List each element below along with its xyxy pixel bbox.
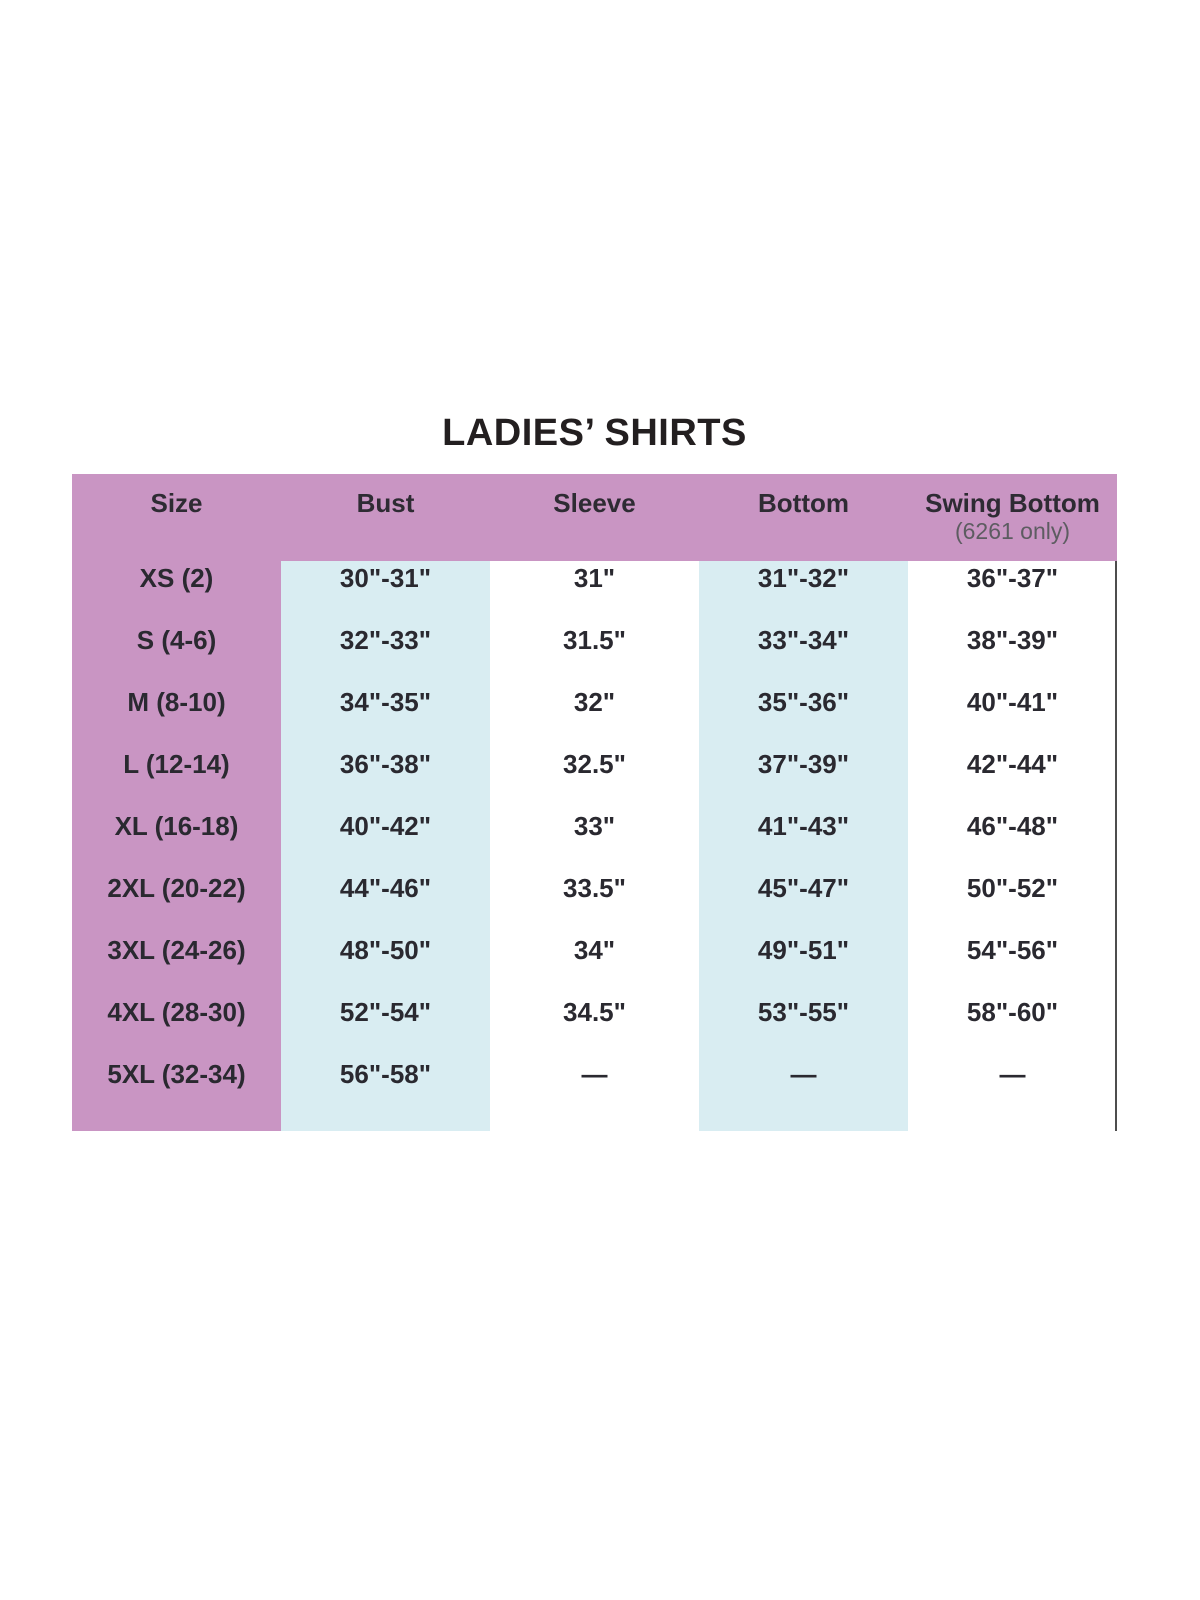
column-header-bottom	[699, 474, 908, 561]
cell-sleeve: 33.5"	[563, 873, 626, 903]
column-header-swing-bottom	[908, 474, 1117, 561]
cell-swing-bottom: 42"-44"	[966, 749, 1059, 779]
size-chart-table	[72, 474, 1117, 1131]
cell-swing-bottom: 36"-37"	[966, 563, 1059, 593]
cell-sleeve: —	[581, 1059, 608, 1089]
cell-sleeve: 34.5"	[563, 997, 626, 1027]
cell-bust: 30"-31"	[339, 563, 432, 593]
cell-sleeve: 31.5"	[563, 625, 626, 655]
column-header-sleeve	[490, 474, 699, 561]
cell-sleeve: 32.5"	[563, 749, 626, 779]
cell-bust: 40"-42"	[339, 811, 432, 841]
cell-size: L (12-14)	[123, 749, 230, 779]
cell-bottom: 31"-32"	[757, 563, 850, 593]
cell-sleeve: 32"	[573, 687, 616, 717]
column-header-label: Sleeve	[553, 488, 636, 518]
cell-bust: 48"-50"	[339, 935, 432, 965]
table-header-row	[72, 474, 1117, 561]
column-header-label: Bottom	[758, 488, 849, 518]
column-header-label: Size	[150, 488, 203, 518]
cell-bust: 56"-58"	[339, 1059, 432, 1089]
cell-bottom: 45"-47"	[757, 873, 850, 903]
cell-size: 5XL (32-34)	[107, 1059, 246, 1089]
table-grid	[72, 561, 1115, 1119]
cell-swing-bottom: 38"-39"	[966, 625, 1059, 655]
cell-bust: 34"-35"	[339, 687, 432, 717]
column-header-sublabel: (6261 only)	[954, 518, 1071, 544]
cell-size: S (4-6)	[136, 625, 217, 655]
page-title: LADIES’ SHIRTS	[442, 412, 747, 454]
cell-bust: 32"-33"	[339, 625, 432, 655]
cell-bottom: 37"-39"	[757, 749, 850, 779]
column-header-label: Swing Bottom	[925, 488, 1100, 518]
cell-bottom: 53"-55"	[757, 997, 850, 1027]
cell-bottom: 35"-36"	[757, 687, 850, 717]
cell-size: 4XL (28-30)	[107, 997, 246, 1027]
cell-bust: 52"-54"	[339, 997, 432, 1027]
cell-size: M (8-10)	[127, 687, 226, 717]
cell-bottom: 49"-51"	[757, 935, 850, 965]
cell-swing-bottom: 50"-52"	[966, 873, 1059, 903]
cell-size: XS (2)	[139, 563, 214, 593]
cell-swing-bottom: 46"-48"	[966, 811, 1059, 841]
cell-size: XL (16-18)	[114, 811, 239, 841]
cell-sleeve: 33"	[573, 811, 616, 841]
cell-bust: 44"-46"	[339, 873, 432, 903]
column-header-bust	[281, 474, 490, 561]
cell-swing-bottom: 40"-41"	[966, 687, 1059, 717]
cell-sleeve: 34"	[573, 935, 616, 965]
cell-bottom: 41"-43"	[757, 811, 850, 841]
column-header-label: Bust	[356, 488, 415, 518]
cell-swing-bottom: 54"-56"	[966, 935, 1059, 965]
cell-swing-bottom: 58"-60"	[966, 997, 1059, 1027]
cell-swing-bottom: —	[999, 1059, 1026, 1089]
cell-size: 3XL (24-26)	[107, 935, 246, 965]
cell-bottom: 33"-34"	[757, 625, 850, 655]
cell-bottom: —	[790, 1059, 817, 1089]
cell-size: 2XL (20-22)	[107, 873, 246, 903]
column-header-size	[72, 474, 281, 561]
table-body	[72, 561, 1117, 1131]
cell-sleeve: 31"	[573, 563, 616, 593]
cell-bust: 36"-38"	[339, 749, 432, 779]
